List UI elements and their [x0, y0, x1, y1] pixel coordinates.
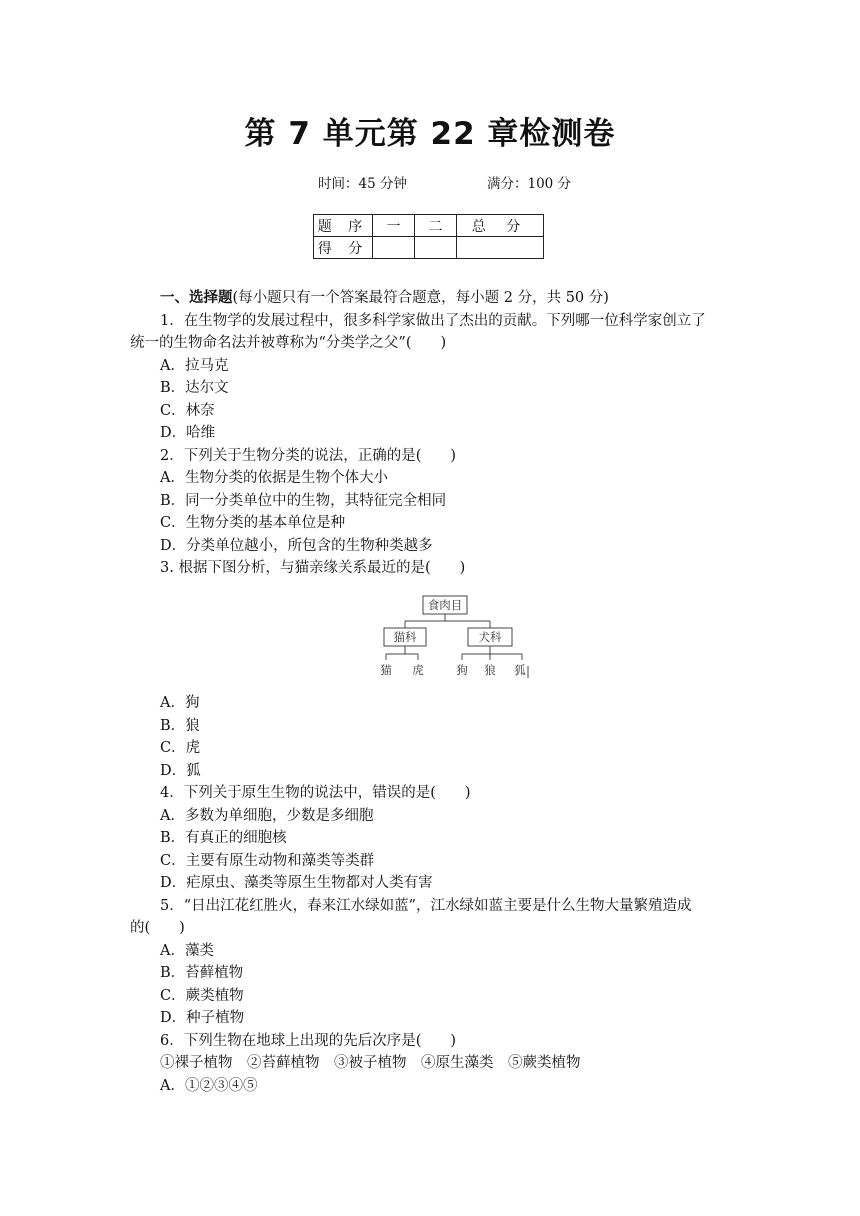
question-3-option[interactable]: A．狗 — [160, 695, 200, 711]
question-3-option[interactable]: C．虎 — [160, 740, 201, 756]
score-cell: 题 序 — [314, 215, 373, 237]
question-1-stem: 1．在生物学的发展过程中，很多科学家做出了杰出的贡献。下列哪一位科学家创立了 — [160, 313, 706, 329]
question-2-option[interactable]: A．生物分类的依据是生物个体大小 — [160, 470, 388, 486]
exam-time: 时间：45 分钟 — [318, 176, 407, 192]
root-label: 食肉目 — [427, 598, 463, 612]
score-cell: 二 — [415, 215, 457, 237]
leaf-label: 狐 — [514, 663, 526, 677]
question-2-option[interactable]: B．同一分类单位中的生物，其特征完全相同 — [160, 493, 447, 509]
leaf-label: 虎 — [412, 663, 424, 677]
classification-tree-diagram — [372, 594, 532, 684]
question-2-option[interactable]: D．分类单位越小，所包含的生物种类越多 — [160, 538, 433, 554]
score-cell: 得 分 — [314, 237, 373, 259]
score-cell: 总 分 — [457, 215, 544, 237]
question-4-option[interactable]: C．主要有原生动物和藻类等类群 — [160, 853, 375, 869]
score-table — [313, 214, 544, 259]
question-1-option[interactable]: A．拉马克 — [160, 358, 229, 374]
question-1-option[interactable]: C．林奈 — [160, 403, 215, 419]
question-6-items: ①裸子植物 ②苔藓植物 ③被子植物 ④原生藻类 ⑤蕨类植物 — [160, 1055, 581, 1071]
question-5-stem: 5．“日出江花红胜火，春来江水绿如蓝”，江水绿如蓝主要是什么生物大量繁殖造成 — [160, 898, 692, 914]
leaf-label: 狼 — [484, 663, 496, 677]
question-2-stem: 2．下列关于生物分类的说法，正确的是( ) — [160, 448, 457, 464]
question-5-option[interactable]: D．种子植物 — [160, 1010, 245, 1026]
question-3-stem: 3. 根据下图分析，与猫亲缘关系最近的是( ) — [160, 560, 466, 576]
section-title: 一、选择题 — [160, 290, 233, 306]
score-input-cell[interactable] — [373, 237, 415, 259]
question-6-stem: 6．下列生物在地球上出现的先后次序是( ) — [160, 1033, 457, 1049]
question-1-option[interactable]: B．达尔文 — [160, 380, 229, 396]
exam-full-score: 满分：100 分 — [487, 176, 572, 192]
section-note: (每小题只有一个答案最符合题意，每小题 2 分，共 50 分) — [232, 290, 609, 306]
score-table-header-row — [314, 215, 544, 237]
question-5-option[interactable]: B．苔藓植物 — [160, 965, 244, 981]
question-5-option[interactable]: C．蕨类植物 — [160, 988, 244, 1004]
question-4-option[interactable]: A．多数为单细胞，少数是多细胞 — [160, 808, 374, 824]
question-5-option[interactable]: A．藻类 — [160, 943, 214, 959]
score-table-score-row — [314, 237, 544, 259]
family-label-dog: 犬科 — [478, 630, 502, 644]
question-2-option[interactable]: C．生物分类的基本单位是种 — [160, 515, 346, 531]
question-6-option[interactable]: A．①②③④⑤ — [160, 1078, 258, 1094]
leaf-label: 狗 — [456, 663, 468, 677]
score-input-cell[interactable] — [457, 237, 544, 259]
question-4-stem: 4．下列关于原生生物的说法中，错误的是( ) — [160, 785, 471, 801]
score-input-cell[interactable] — [415, 237, 457, 259]
question-5-stem-cont: 的( ) — [130, 920, 185, 936]
question-1-stem-cont: 统一的生物命名法并被尊称为“分类学之父”( ) — [130, 335, 447, 351]
score-cell: 一 — [373, 215, 415, 237]
question-4-option[interactable]: D．疟原虫、藻类等原生生物都对人类有害 — [160, 875, 433, 891]
section-heading — [160, 286, 609, 307]
question-4-option[interactable]: B．有真正的细胞核 — [160, 830, 287, 846]
leaf-label: 猫 — [380, 663, 392, 677]
question-3-option[interactable]: D．狐 — [160, 763, 201, 779]
question-3-option[interactable]: B．狼 — [160, 718, 200, 734]
page-title: 第 7 单元第 22 章检测卷 — [244, 116, 616, 152]
question-1-option[interactable]: D．哈维 — [160, 425, 216, 441]
family-label-cat: 猫科 — [393, 630, 417, 644]
